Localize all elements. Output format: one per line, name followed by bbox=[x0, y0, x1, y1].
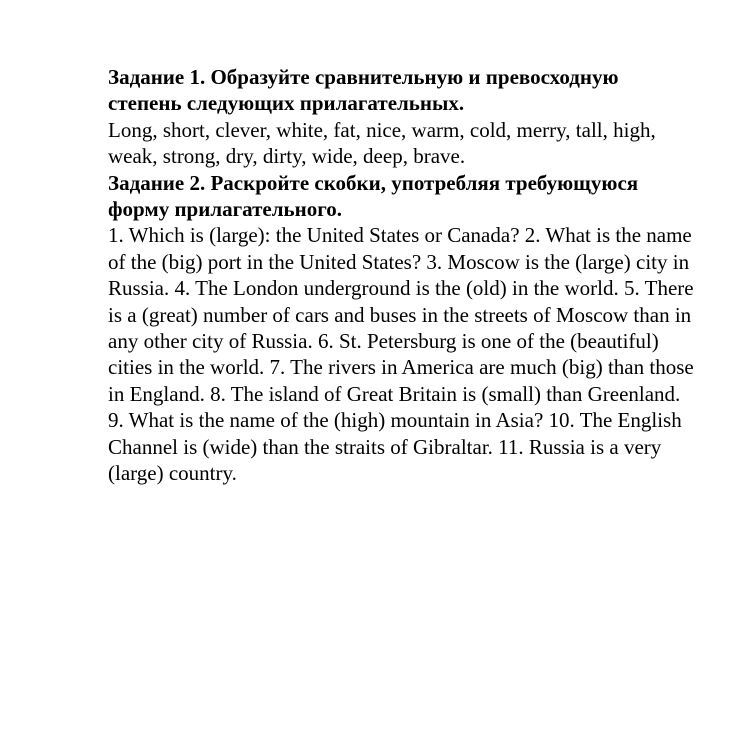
task-2-body: 1. Which is (large): the United States or Canada? 2. What is the name of the (big) port in the United States? 3. Moscow is the (large) city in Russia. 4. The London underground is the (old) in the world. 5. There is a (great) number of cars and buses in the streets of Moscow than in any other city of Russia. 6. St. Petersburg is one of the (beautiful) cities in the world. 7. The rivers in America are much (big) than those in England. 8. The island of Great Britain is (small) than Greenland. 9. What is the name of the (high) mountain in Asia? 10. The English Channel is (wide) than the straits of Gibraltar. 11. Russia is a very (large) country. bbox=[108, 223, 694, 486]
document-content bbox=[108, 64, 694, 487]
task-2-heading: Задание 2. Раскройте скобки, употребляя требующуюся форму прилагательного. bbox=[108, 170, 639, 222]
task-1-heading: Задание 1. Образуйте сравнительную и превосходную степень следующих прилагательных. bbox=[108, 65, 619, 116]
task-1-body: Long, short, clever, white, fat, nice, warm, cold, merry, tall, high, weak, strong, dry, dirty, wide, deep, brave. bbox=[108, 117, 656, 169]
